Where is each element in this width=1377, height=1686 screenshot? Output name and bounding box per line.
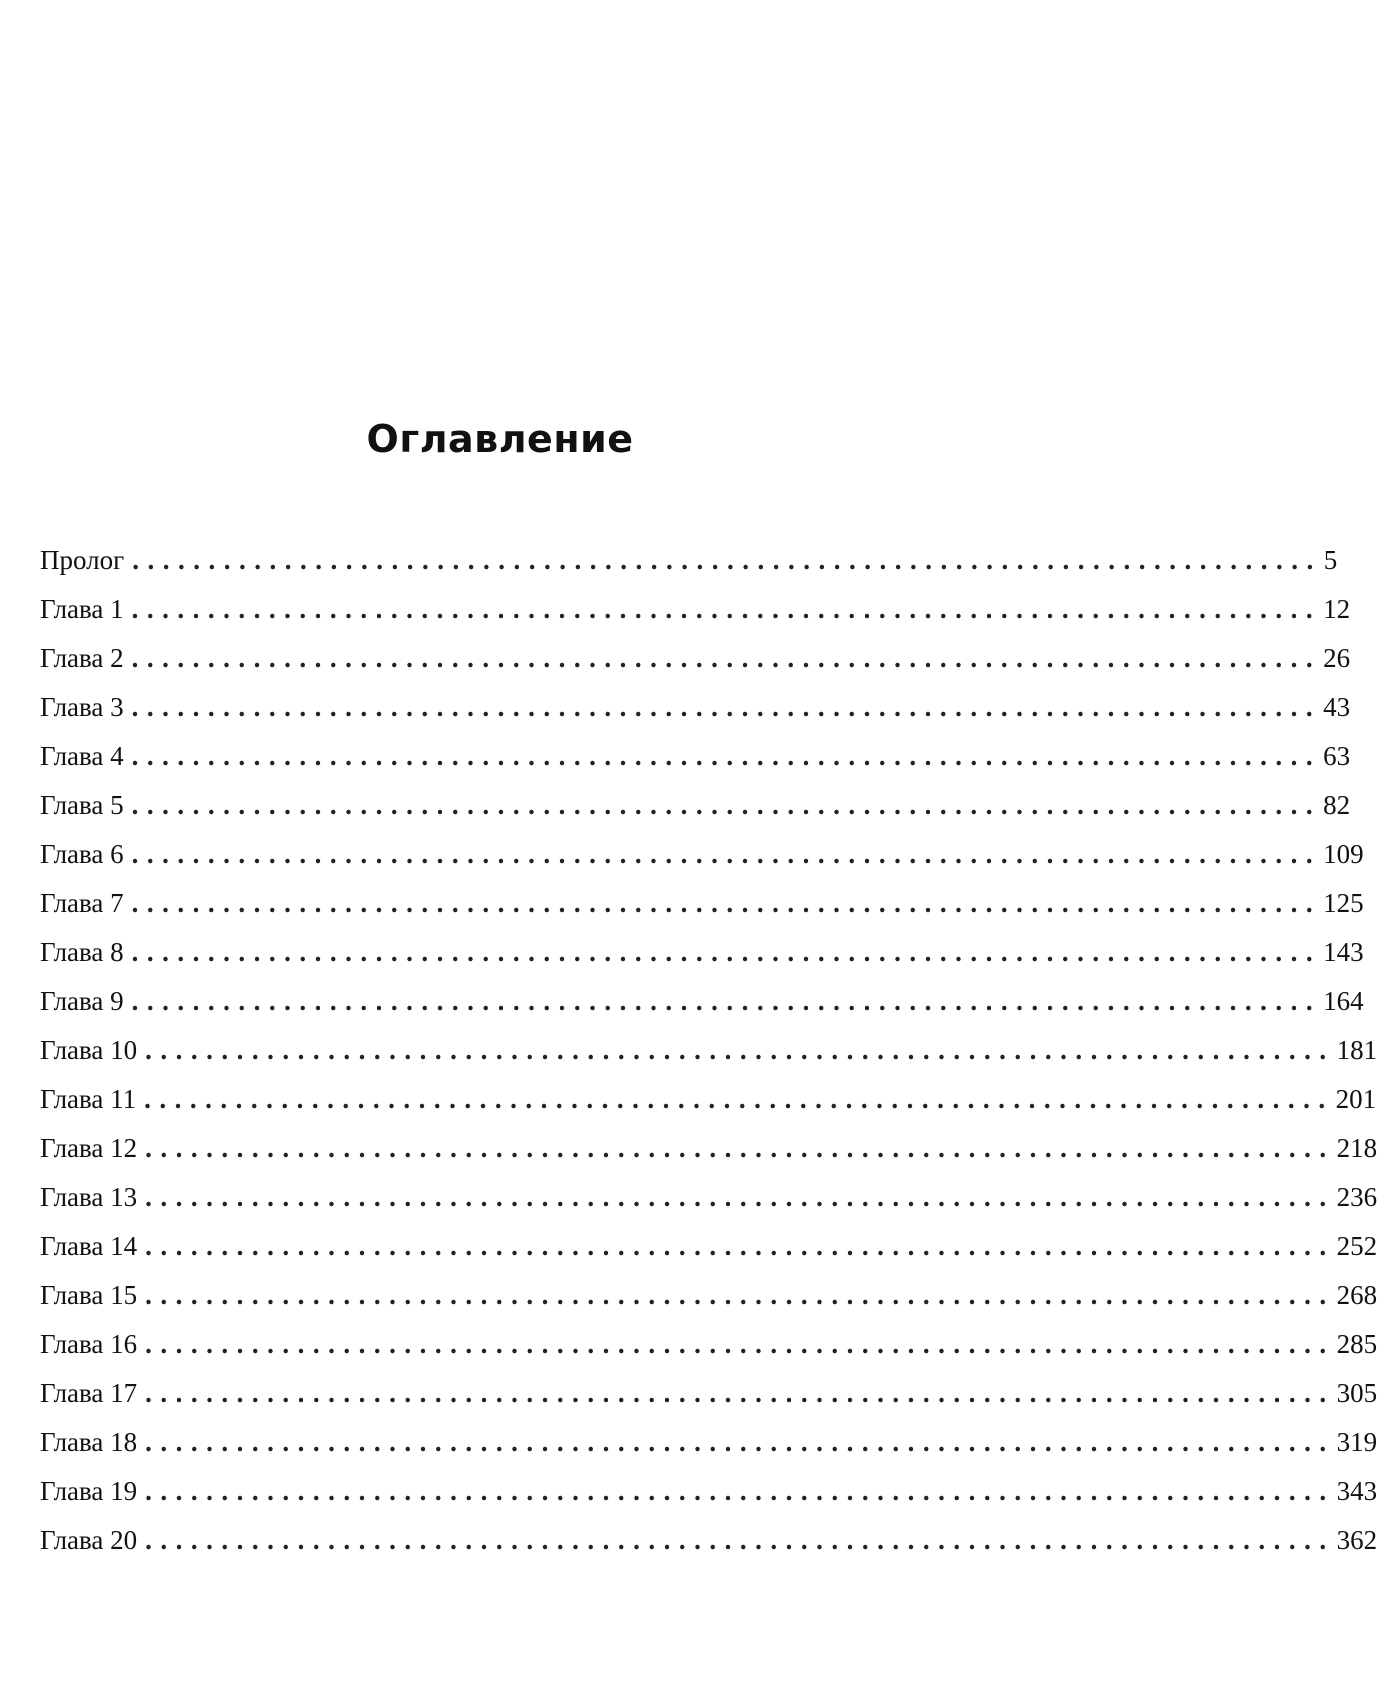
toc-entry-label: Глава 17 [40, 1378, 138, 1408]
toc-entry-label: Глава 1 [40, 594, 124, 624]
dot-leader: .............................................................................. [145, 1280, 1335, 1310]
toc-entry-page-number: 143 [1323, 937, 1364, 967]
toc-entry-label: Глава 18 [40, 1427, 138, 1457]
toc-entry-label: Глава 15 [40, 1280, 138, 1310]
dot-leader: .............................................................................. [131, 937, 1322, 967]
toc-entry-chapter-2 [40, 634, 1351, 683]
toc-entry-page-number: 305 [1336, 1378, 1377, 1408]
toc-entry-chapter-4 [40, 732, 1351, 781]
toc-entry-page-number: 285 [1336, 1329, 1377, 1359]
dot-leader: .............................................................................. [145, 1329, 1335, 1359]
toc-entry-page-number: 343 [1336, 1476, 1377, 1506]
dot-leader: .............................................................................. [145, 1133, 1335, 1163]
table-of-contents [40, 536, 1377, 1565]
toc-entry-page-number: 12 [1323, 594, 1351, 624]
toc-entry-page-number: 63 [1323, 741, 1351, 771]
toc-entry-label: Глава 16 [40, 1329, 138, 1359]
dot-leader: .............................................................................. [131, 594, 1322, 624]
toc-entry-label: Глава 3 [40, 692, 124, 722]
toc-entry-page-number: 201 [1335, 1084, 1377, 1114]
dot-leader: .............................................................................. [131, 986, 1322, 1016]
toc-entry-chapter-13 [40, 1173, 1377, 1222]
toc-entry-chapter-7 [40, 879, 1364, 928]
toc-entry-page-number: 252 [1336, 1231, 1377, 1261]
dot-leader: .............................................................................. [145, 1378, 1335, 1408]
toc-entry-chapter-16 [40, 1320, 1377, 1369]
toc-entry-chapter-8 [40, 928, 1364, 977]
toc-entry-chapter-14 [40, 1222, 1377, 1271]
toc-entry-label: Глава 6 [40, 839, 124, 869]
toc-entry-page-number: 319 [1336, 1427, 1377, 1457]
toc-entry-page-number: 125 [1323, 888, 1364, 918]
toc-entry-label: Глава 12 [40, 1133, 138, 1163]
toc-entry-label: Глава 10 [40, 1035, 138, 1065]
toc-entry-page-number: 268 [1336, 1280, 1377, 1310]
dot-leader: .............................................................................. [145, 1182, 1335, 1212]
toc-entry-page-number: 109 [1323, 839, 1364, 869]
toc-entry-label: Глава 14 [40, 1231, 138, 1261]
toc-entry-chapter-19 [40, 1467, 1377, 1516]
toc-entry-label: Глава 13 [40, 1182, 138, 1212]
toc-entry-chapter-17 [40, 1369, 1377, 1418]
dot-leader: .............................................................................. [131, 790, 1322, 820]
toc-entry-chapter-18 [40, 1418, 1377, 1467]
dot-leader: .............................................................................. [145, 1476, 1335, 1506]
dot-leader: .............................................................................. [145, 1035, 1335, 1065]
toc-entry-page-number: 26 [1323, 643, 1351, 673]
toc-entry-page-number: 5 [1323, 545, 1338, 575]
toc-entry-page-number: 236 [1336, 1182, 1377, 1212]
toc-entry-page-number: 82 [1323, 790, 1351, 820]
toc-entry-label: Глава 2 [40, 643, 124, 673]
toc-entry-chapter-9 [40, 977, 1364, 1026]
dot-leader: .............................................................................. [131, 741, 1322, 771]
toc-entry-chapter-6 [40, 830, 1364, 879]
toc-entry-label: Глава 20 [40, 1525, 138, 1555]
dot-leader: .............................................................................. [131, 888, 1322, 918]
dot-leader: .............................................................................. [145, 1525, 1335, 1555]
page-title: Оглавление [366, 417, 634, 461]
toc-entry-label: Глава 5 [40, 790, 124, 820]
dot-leader: .............................................................................. [131, 643, 1322, 673]
toc-entry-chapter-1 [40, 585, 1351, 634]
toc-entry-label: Глава 4 [40, 741, 124, 771]
toc-entry-chapter-20 [40, 1516, 1377, 1565]
toc-entry-label: Глава 11 [40, 1084, 137, 1114]
toc-entry-page-number: 181 [1336, 1035, 1377, 1065]
dot-leader: .............................................................................. [131, 839, 1322, 869]
toc-entry-page-number: 362 [1336, 1525, 1377, 1555]
toc-entry-page-number: 164 [1323, 986, 1364, 1016]
dot-leader: .............................................................................. [145, 1427, 1335, 1457]
toc-entry-chapter-3 [40, 683, 1351, 732]
dot-leader: .............................................................................. [145, 1231, 1335, 1261]
toc-entry-chapter-10 [40, 1026, 1377, 1075]
toc-entry-page-number: 218 [1336, 1133, 1377, 1163]
toc-entry-chapter-12 [40, 1124, 1377, 1173]
toc-entry-prologue [40, 536, 1338, 585]
toc-entry-page-number: 43 [1323, 692, 1351, 722]
toc-entry-label: Глава 9 [40, 986, 124, 1016]
toc-entry-label: Пролог [40, 545, 125, 575]
dot-leader: .............................................................................. [132, 545, 1322, 575]
toc-entry-chapter-5 [40, 781, 1351, 830]
toc-entry-label: Глава 8 [40, 937, 124, 967]
toc-entry-label: Глава 19 [40, 1476, 138, 1506]
dot-leader: .............................................................................. [131, 692, 1322, 722]
dot-leader: .............................................................................. [144, 1084, 1334, 1114]
toc-entry-chapter-11 [40, 1075, 1377, 1124]
toc-entry-label: Глава 7 [40, 888, 124, 918]
toc-entry-chapter-15 [40, 1271, 1377, 1320]
